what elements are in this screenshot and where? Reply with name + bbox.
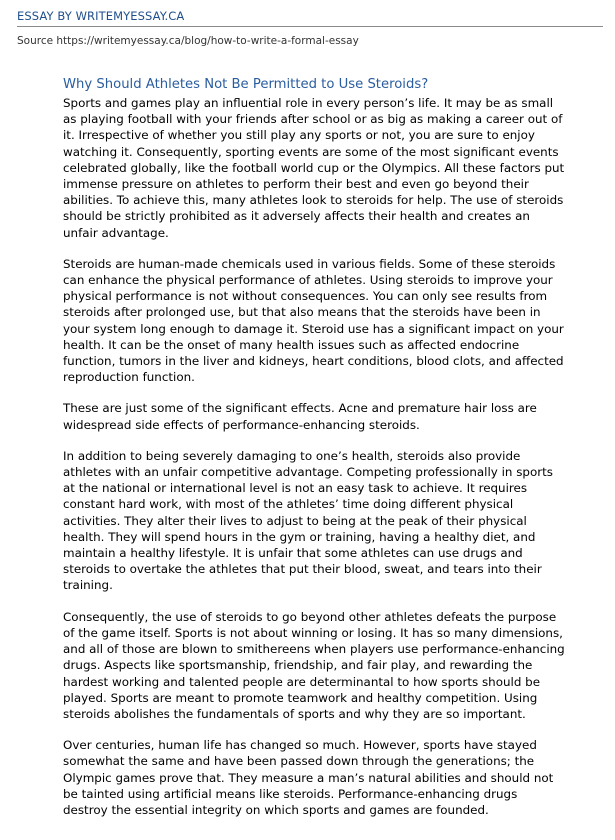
site-brand: ESSAY BY WRITEMYESSAY.CA <box>17 9 185 23</box>
header-divider <box>17 26 603 27</box>
essay-paragraph: Steroids are human-made chemicals used in various fields. Some of these steroids can enhance the physical performance of athletes. Using steroids to improve your physical performance is not without consequences. You can only see results from steroids after prolonged use, but that also means that the steroids have been in your system long enough to damage it. Steroid use has a significant impact on your health. It can be the onset of many health issues such as affected endocrine function, tumors in the liver and kidneys, heart conditions, blood clots, and affected reproduction function. <box>63 256 564 385</box>
essay-title: Why Should Athletes Not Be Permitted to Use Steroids? <box>63 77 429 92</box>
essay-paragraph: Sports and games play an influential role in every person’s life. It may be as small as playing football with your friends after school or as big as making a career out of it. Irrespective of whether you still play any sports or not, you are sure to enjoy watching it. Consequently, sporting events are some of the most significant events celebrated globally, like the football world cup or the Olympics. All these factors put immense pressure on athletes to perform their best and even go beyond their abilities. To achieve this, many athletes look to steroids for help. The use of steroids should be strictly prohibited as it adversely affects their health and creates an unfair advantage. <box>63 96 565 240</box>
essay-paragraph: In addition to being severely damaging to one’s health, steroids also provide athletes with an unfair competitive advantage. Competing professionally in sports at the national or international level is not an easy task to achieve. It requires constant hard work, with most of the athletes’ time doing different physical activities. They alter their lives to adjust to being at the peak of their physical health. They will spend hours in the gym or training, having a healthy diet, and maintain a healthy lifestyle. It is unfair that some athletes can use drugs and steroids to overtake the athletes that put their blood, sweat, and tears into their training. <box>63 448 553 593</box>
essay-paragraph: Consequently, the use of steroids to go beyond other athletes defeats the purpose of the game itself. Sports is not about winning or losing. It has so many dimensions, and all of those are blown to smithereens when players use performance-enhancing drugs. Aspects like sportsmanship, friendship, and fair play, and rewarding the hardest working and talented people are determinantal to how sports should be played. Sports are meant to promote teamwork and healthy competition. Using steroids abolishes the fundamentals of sports and why they are so important. <box>63 609 565 721</box>
essay-article <box>63 76 565 818</box>
essay-paragraph: These are just some of the significant effects. Acne and premature hair loss are widespread side effects of performance-enhancing steroids. <box>63 401 537 432</box>
essay-paragraph: Over centuries, human life has changed so much. However, sports have stayed somewhat the same and have been passed down through the generations; the Olympic games prove that. They measure a man’s natural abilities and should not be tainted using artificial means like steroids. Performance-enhancing drugs destroy the essential integrity on which sports and games are founded. <box>63 738 554 817</box>
source-line: Source https://writemyessay.ca/blog/how-to-write-a-formal-essay <box>17 35 359 47</box>
